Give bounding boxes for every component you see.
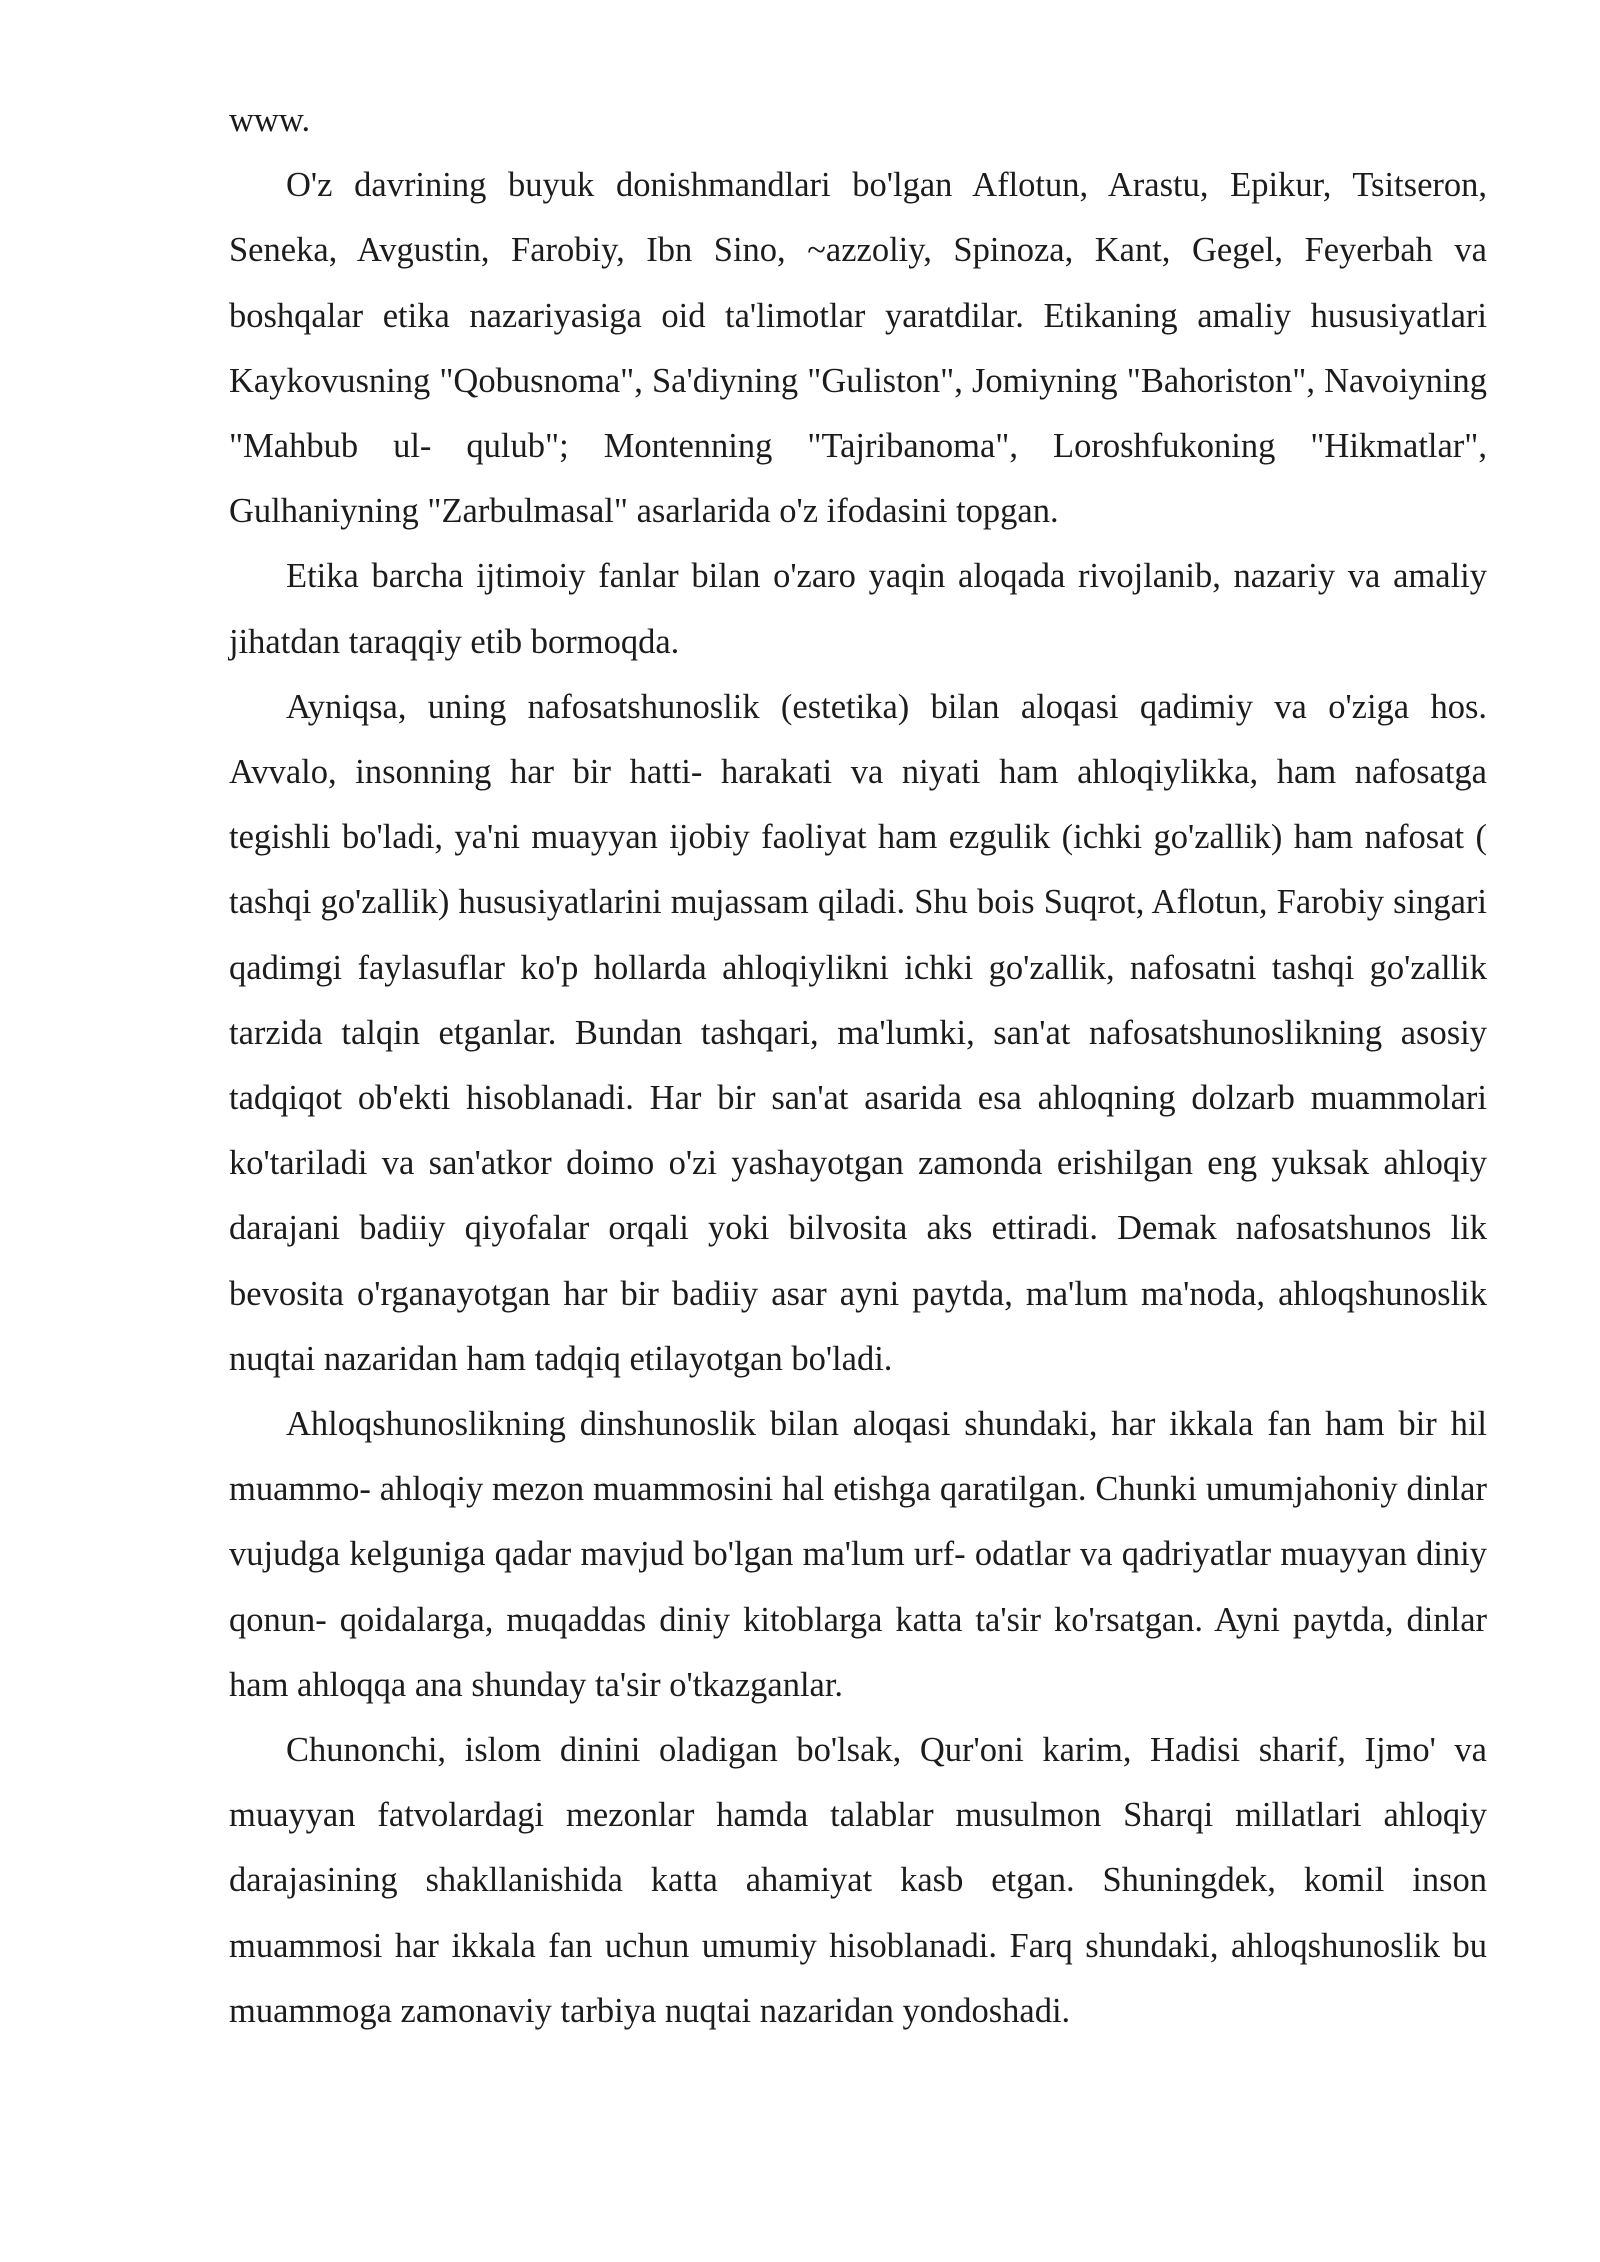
header-fragment: www. [229, 101, 311, 139]
paragraph-aesthetics: Ayniqsa, uning nafosatshunoslik (estetika) bilan aloqasi qadimiy va o'ziga hos. Avvalo, insonning har bir hatti- harakati va niyati ham ahloqiylikka, ham nafosatga tegishli bo'ladi, ya'ni muayyan ijobiy faoliyat ham ezgulik (ichki go'zallik) ham nafosat ( tashqi go'zallik) hususiyatlarini mujassam qiladi. Shu bois Suqrot, Aflotun, Farobiy singari qadimgi faylasuflar ko'p hollarda ahloqiylikni ichki go'zallik, nafosatni tashqi go'zallik tarzida talqin etganlar. Bundan tashqari, ma'lumki, san'at nafosatshunoslikning asosiy tadqiqot ob'ekti hisoblanadi. Har bir san'at asarida esa ahloqning dolzarb muammolari ko'tariladi va san'atkor doimo o'zi yashayotgan zamonda erishilgan eng yuksak ahloqiy darajani badiiy qiyofalar orqali yoki bilvosita aks ettiradi. Demak nafosatshunos lik bevosita o'rganayotgan har bir badiiy asar ayni paytda, ma'lum ma'noda, ahloqshunoslik nuqtai nazaridan ham tadqiq etilayotgan bo'ladi. [229, 687, 1487, 1378]
paragraph-religion: Ahloqshunoslikning dinshunoslik bilan aloqasi shundaki, har ikkala fan ham bir hil muammo- ahloqiy mezon muammosini hal etishga qaratilgan. Chunki umumjahoniy dinlar vujudga kelguniga qadar mavjud bo'lgan ma'lum urf- odatlar va qadriyatlar muayyan diniy qonun- qoidalarga, muqaddas diniy kitoblarga katta ta'sir ko'rsatgan. Ayni paytda, dinlar ham ahloqqa ana shunday ta'sir o'tkazganlar. [229, 1405, 1487, 1704]
document-body [229, 88, 1487, 2044]
paragraph-ethics-development: Etika barcha ijtimoiy fanlar bilan o'zaro yaqin aloqada rivojlanib, nazariy va amaliy jihatdan taraqqiy etib bormoqda. [229, 557, 1487, 661]
paragraph-islam: Chunonchi, islom dinini oladigan bo'lsak, Qur'oni karim, Hadisi sharif, Ijmo' va muayyan fatvolardagi mezonlar hamda talablar musulmon Sharqi millatlari ahloqiy darajasining shakllanishida katta ahamiyat kasb etgan. Shuningdek, komil inson muammosi har ikkala fan uchun umumiy hisoblanadi. Farq shundaki, ahloqshunoslik bu muammoga zamonaviy tarbiya nuqtai nazaridan yondoshadi. [229, 1731, 1487, 2030]
paragraph-philosophers: O'z davrining buyuk donishmandlari bo'lgan Aflotun, Arastu, Epikur, Tsitseron, Seneka, Avgustin, Farobiy, Ibn Sino, ~azzoliy, Spinoza, Kant, Gegel, Feyerbah va boshqalar etika nazariyasiga oid ta'limotlar yaratdilar. Etikaning amaliy hususiyatlari Kaykovusning "Qobusnoma", Sa'diyning "Guliston", Jomiyning "Bahoriston", Navoiyning "Mahbub ul- qulub"; Montenning "Tajribanoma", Loroshfukoning "Hikmatlar", Gulhaniyning "Zarbulmasal" asarlarida o'z ifodasini topgan. [229, 166, 1487, 531]
